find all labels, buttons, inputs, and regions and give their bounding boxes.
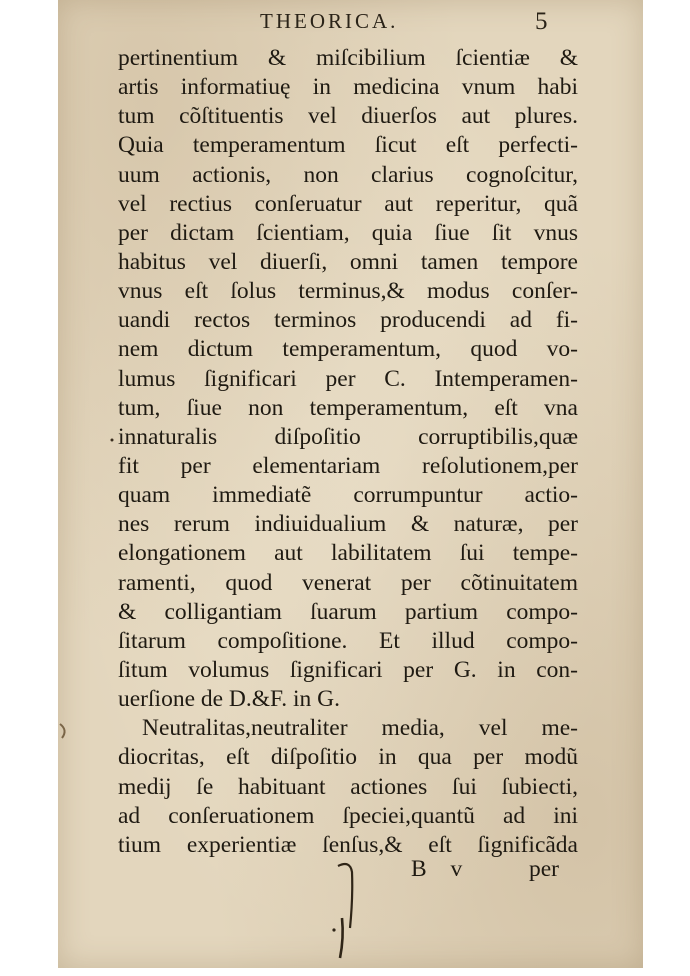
text-line: vel rectius conſeruatur aut reperitur, quã [118,190,578,217]
text-line: quam immediatẽ corrumpuntur actio- [118,482,578,509]
ink-mark-decoration [320,858,380,968]
text-line: tum, ſiue non temperamentum, eſt vna [118,394,578,421]
ink-blot-decoration [58,716,88,746]
ink-speck-decoration [106,434,118,446]
text-line: lumus ſignificari per C. Intemperamen- [118,365,578,392]
text-line: & colligantiam ſuarum partium compo- [118,598,578,625]
text-line: pertinentium & miſcibilium ſcientiæ & [118,45,578,71]
text-line: fit per elementariam reſolutionem,per [118,452,578,479]
text-line: habitus vel diuerſi, omni tamen tempore [118,248,578,275]
text-line: uum actionis, non clarius cognoſcitur, [118,161,578,188]
text-line: Quia temperamentum ſicut eſt perfecti- [118,132,578,159]
text-line: ad conſeruationem ſpeciei,quantũ ad ini [118,802,578,829]
text-line: uandi rectos terminos producendi ad fi- [118,307,578,334]
body-text [118,44,578,860]
text-line: nes rerum indiuidualium & naturæ, per [118,511,578,538]
paragraph-first-line: Neutralitas,neutraliter media, vel me- [142,715,578,742]
text-line: tum cõſtituentis vel diuerſos aut plures. [118,103,578,130]
book-page [58,0,643,968]
text-line: ſitum volumus ſignificari per G. in con- [118,656,578,683]
catchword: per [529,856,560,882]
text-line: tium experientiæ ſenſus,& eſt ſignificãda [118,831,578,858]
text-line: innaturalis diſpoſitio corruptibilis,quæ [118,423,578,450]
text-line: artis informatiuę in medicina vnum habi [118,74,578,101]
page-number: 5 [535,8,548,35]
text-line: vnus eſt ſolus terminus,& modus conſer- [118,278,578,305]
text-line: ramenti, quod venerat per cõtinuitatem [118,569,578,596]
text-line: nem dictum temperamentum, quod vo- [118,336,578,363]
text-line: per dictam ſcientiam, quia ſiue ſit vnus [118,219,578,246]
running-title: THEORICA. [260,9,399,33]
signature-mark: B v [411,856,463,882]
page-header [58,8,643,36]
text-line: diocritas, eſt diſpoſitio in qua per modũ [118,744,578,771]
text-line: ſitarum compoſitione. Et illud compo- [118,627,578,654]
text-line: elongationem aut labilitatem ſui tempe- [118,540,578,567]
text-line: medij ſe habituant actiones ſui ſubiecti, [118,773,578,800]
text-line: uerſione de D.&F. in G. [118,686,340,713]
